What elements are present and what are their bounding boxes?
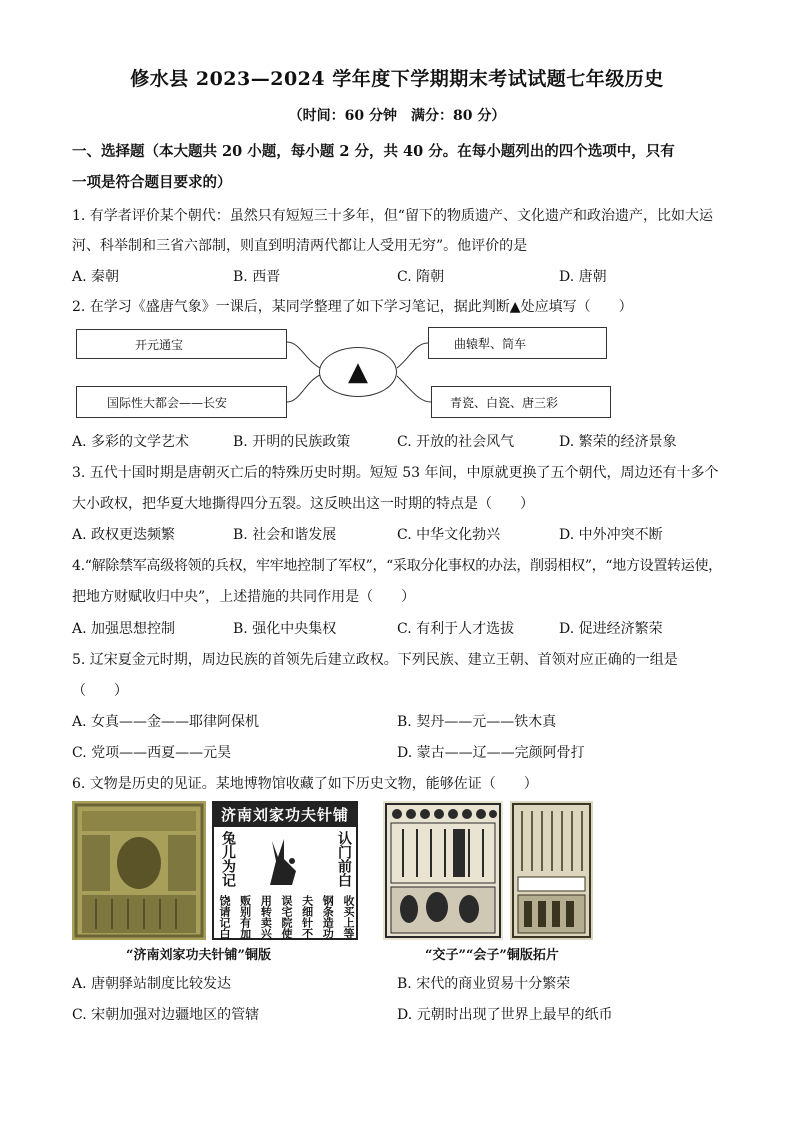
q1-option-b[interactable]: B. 西晋 (233, 269, 281, 285)
print-left-col: 兔儿为记 (220, 831, 236, 887)
q2-stem: 2. 在学习《盛唐气象》一课后，某同学整理了如下学习笔记，据此判断▲处应填写（ ） (72, 299, 633, 315)
caption-right: “交子”“会子”铜版拓片 (425, 948, 559, 963)
q6-option-b[interactable]: B. 宋代的商业贸易十分繁荣 (397, 976, 571, 992)
print-col: 收买上等 (341, 895, 355, 939)
q1-option-c[interactable]: C. 隋朝 (397, 269, 445, 285)
huizi-rubbing-image (510, 801, 593, 940)
section-heading-line2: 一项是符合题目要求的） (72, 174, 232, 191)
q6-option-a[interactable]: A. 唐朝驿站制度比较发达 (72, 976, 232, 992)
q3-option-c[interactable]: C. 中华文化勃兴 (397, 527, 501, 543)
q5-option-d[interactable]: D. 蒙古——辽——完颜阿骨打 (397, 745, 585, 761)
q2-center-triangle: ▲ (319, 347, 397, 397)
q5-stem-line1: 5. 辽宋夏金元时期，周边民族的首领先后建立政权。下列民族、建立王朝、首领对应正确的一组是 (72, 652, 678, 668)
q4-option-d[interactable]: D. 促进经济繁荣 (559, 621, 663, 637)
page-subtitle: （时间：60 分钟 满分：80 分） (288, 108, 506, 124)
print-col: 用转卖兴 (259, 895, 273, 939)
section-heading-line1: 一、选择题（本大题共 20 小题，每小题 2 分，共 40 分。在每小题列出的四个选项中，只有 (72, 143, 675, 160)
print-col: 误宅院使 (279, 895, 293, 939)
q6-option-c[interactable]: C. 宋朝加强对边疆地区的管辖 (72, 1007, 260, 1023)
needle-shop-print (212, 801, 358, 940)
caption-left: “济南刘家功夫针铺”铜版 (126, 948, 271, 963)
q5-option-a[interactable]: A. 女真——金——耶律阿保机 (72, 714, 260, 730)
q2-box-right-bottom: 青瓷、白瓷、唐三彩 (431, 386, 611, 418)
q1-option-d[interactable]: D. 唐朝 (559, 269, 607, 285)
q4-option-a[interactable]: A. 加强思想控制 (72, 621, 176, 637)
q6-option-d[interactable]: D. 元朝时出现了世界上最早的纸币 (397, 1007, 613, 1023)
bronze-plate-image (72, 801, 206, 940)
q1-stem-line2: 河、科举制和三省六部制，则直到明清两代都让人受用无穷”。他评价的是 (72, 238, 528, 254)
q2-option-a[interactable]: A. 多彩的文学艺术 (72, 434, 190, 450)
q3-option-d[interactable]: D. 中外冲突不断 (559, 527, 663, 543)
q3-option-a[interactable]: A. 政权更迭频繁 (72, 527, 176, 543)
rabbit-icon (252, 831, 314, 893)
page-title: 修水县 2023—2024 学年度下学期期末考试试题七年级历史 (130, 68, 664, 90)
print-bottom-text (218, 895, 354, 939)
q6-stem: 6. 文物是历史的见证。某地博物馆收藏了如下历史文物，能够佐证（ ） (72, 776, 538, 792)
q3-stem-line1: 3. 五代十国时期是唐朝灭亡后的特殊历史时期。短短 53 年间，中原就更换了五个朝代，周边还有十多个 (72, 465, 719, 481)
print-col: 夫细针不 (300, 895, 314, 939)
q1-option-a[interactable]: A. 秦朝 (72, 269, 120, 285)
q1-stem-line1: 1. 有学者评价某个朝代：虽然只有短短三十多年，但“留下的物质遗产、文化遗产和政治遗产，比如大运 (72, 208, 713, 224)
q2-box-left-top: 开元通宝 (76, 329, 287, 359)
q4-option-c[interactable]: C. 有利于人才选拔 (397, 621, 515, 637)
q2-box-right-top: 曲辕犁、筒车 (428, 327, 607, 359)
q4-stem-line2: 把地方财赋收归中央”，上述措施的共同作用是（ ） (72, 589, 416, 605)
q5-option-c[interactable]: C. 党项——西夏——元昊 (72, 745, 232, 761)
q2-option-b[interactable]: B. 开明的民族政策 (233, 434, 351, 450)
q5-option-b[interactable]: B. 契丹——元——铁木真 (397, 714, 557, 730)
print-top-banner: 济南刘家功夫针铺 (214, 803, 356, 827)
print-col: 饶请记白 (218, 895, 231, 939)
print-col: 钢条造功 (321, 895, 335, 939)
q3-option-b[interactable]: B. 社会和谐发展 (233, 527, 337, 543)
q5-stem-line2: （ ） (72, 683, 128, 699)
jiaozi-rubbing-image (383, 801, 503, 940)
print-right-col: 认门前白 (336, 831, 352, 887)
q4-option-b[interactable]: B. 强化中央集权 (233, 621, 337, 637)
q2-option-d[interactable]: D. 繁荣的经济景象 (559, 434, 677, 450)
q3-stem-line2: 大小政权，把华夏大地撕得四分五裂。这反映出这一时期的特点是（ ） (72, 496, 534, 512)
print-col: 贩别有加 (238, 895, 252, 939)
q4-stem-line1: 4.“解除禁军高级将领的兵权，牢牢地控制了军权”，“采取分化事权的办法，削弱相权”，“地方设置转运使， (72, 558, 722, 574)
q2-box-left-bottom: 国际性大都会——长安 (76, 386, 287, 418)
q2-option-c[interactable]: C. 开放的社会风气 (397, 434, 515, 450)
